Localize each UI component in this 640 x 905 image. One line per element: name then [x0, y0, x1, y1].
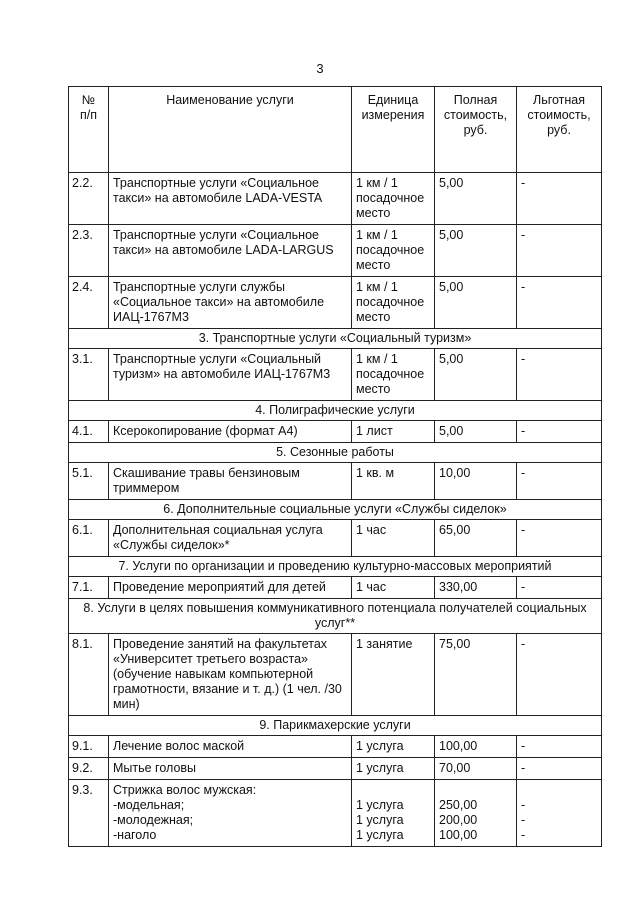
row-discount-price: - [517, 736, 602, 758]
row-subitem-price: 100,00 [439, 828, 478, 842]
row-name: Лечение волос маской [109, 736, 352, 758]
row-num: 9.3. [69, 780, 109, 847]
row-name: Транспортные услуги «Социальное такси» на автомобиле LADA-LARGUS [109, 225, 352, 277]
row-num: 9.2. [69, 758, 109, 780]
row-discount-price: - [517, 349, 602, 401]
row-subitem: -наголо [113, 828, 157, 842]
row-num: 5.1. [69, 463, 109, 500]
row-discount-price: - [517, 173, 602, 225]
row-subitem-discount: - [521, 798, 526, 812]
row-full-price: 5,00 [435, 173, 517, 225]
row-subitem-discount: - [521, 828, 526, 842]
row-num: 2.3. [69, 225, 109, 277]
row-full-price [435, 780, 517, 847]
row-discount-price: - [517, 634, 602, 716]
header-full-price: Полная стоимость, руб. [435, 87, 517, 173]
row-full-price: 10,00 [435, 463, 517, 500]
row-name: Транспортные услуги «Социальный туризм» на автомобиле ИАЦ-1767М3 [109, 349, 352, 401]
row-unit: 1 час [352, 577, 435, 599]
section-heading-row [69, 557, 602, 577]
row-num: 8.1. [69, 634, 109, 716]
row-num: 7.1. [69, 577, 109, 599]
section-heading-row [69, 599, 602, 634]
row-name: Транспортные услуги «Социальное такси» на автомобиле LADA-VESTA [109, 173, 352, 225]
table-row [69, 277, 602, 329]
row-subitem: -молодежная; [113, 813, 194, 827]
row-discount-price: - [517, 225, 602, 277]
row-name: Проведение занятий на факультетах «Университет третьего возраста» (обучение навыкам компьютерной грамотности, вязание и т. д.) (1 чел. /30 мин) [109, 634, 352, 716]
table-row [69, 520, 602, 557]
row-name: Транспортные услуги службы «Социальное такси» на автомобиле ИАЦ-1767М3 [109, 277, 352, 329]
header-name: Наименование услуги [109, 87, 352, 173]
row-unit: 1 км / 1 посадочное место [352, 173, 435, 225]
row-subitem-unit: 1 услуга [356, 828, 404, 842]
row-discount-price: - [517, 520, 602, 557]
section-heading-row [69, 716, 602, 736]
row-full-price: 75,00 [435, 634, 517, 716]
row-name: Ксерокопирование (формат А4) [109, 421, 352, 443]
row-discount-price: - [517, 577, 602, 599]
row-unit [352, 780, 435, 847]
row-num: 4.1. [69, 421, 109, 443]
row-full-price: 5,00 [435, 421, 517, 443]
row-name: Дополнительная социальная услуга «Службы сиделок»* [109, 520, 352, 557]
row-full-price: 65,00 [435, 520, 517, 557]
row-full-price: 70,00 [435, 758, 517, 780]
row-unit: 1 занятие [352, 634, 435, 716]
section-title: 4. Полиграфические услуги [69, 401, 602, 421]
row-full-price: 5,00 [435, 277, 517, 329]
row-subitem: -модельная; [113, 798, 185, 812]
section-heading-row [69, 329, 602, 349]
row-subitem-price: 250,00 [439, 798, 478, 812]
row-full-price: 5,00 [435, 225, 517, 277]
row-discount-price: - [517, 421, 602, 443]
table-header-row [69, 87, 602, 173]
table-row [69, 463, 602, 500]
row-discount-price: - [517, 463, 602, 500]
row-name [109, 780, 352, 847]
header-discount-price: Льготная стоимость, руб. [517, 87, 602, 173]
header-num: № п/п [69, 87, 109, 173]
row-subitem-price: 200,00 [439, 813, 478, 827]
table-row [69, 173, 602, 225]
row-unit: 1 услуга [352, 736, 435, 758]
row-unit: 1 кв. м [352, 463, 435, 500]
row-unit: 1 лист [352, 421, 435, 443]
row-full-price: 100,00 [435, 736, 517, 758]
section-title: 6. Дополнительные социальные услуги «Службы сиделок» [69, 500, 602, 520]
row-num: 9.1. [69, 736, 109, 758]
row-subitem-discount: - [521, 813, 526, 827]
row-unit: 1 час [352, 520, 435, 557]
row-full-price: 330,00 [435, 577, 517, 599]
row-full-price: 5,00 [435, 349, 517, 401]
row-num: 2.4. [69, 277, 109, 329]
page-number: 3 [316, 61, 324, 76]
section-title: 9. Парикмахерские услуги [69, 716, 602, 736]
row-unit: 1 км / 1 посадочное место [352, 277, 435, 329]
price-table [68, 86, 602, 847]
row-num: 2.2. [69, 173, 109, 225]
row-unit: 1 км / 1 посадочное место [352, 349, 435, 401]
table-row [69, 349, 602, 401]
row-subitem-unit: 1 услуга [356, 813, 404, 827]
row-num: 3.1. [69, 349, 109, 401]
row-discount-price: - [517, 277, 602, 329]
section-title: 8. Услуги в целях повышения коммуникативного потенциала получателей социальных услуг** [69, 599, 602, 634]
table-row [69, 577, 602, 599]
row-name: Проведение мероприятий для детей [109, 577, 352, 599]
row-unit: 1 км / 1 посадочное место [352, 225, 435, 277]
section-title: 5. Сезонные работы [69, 443, 602, 463]
section-heading-row [69, 500, 602, 520]
row-num: 6.1. [69, 520, 109, 557]
table-row [69, 225, 602, 277]
row-unit: 1 услуга [352, 758, 435, 780]
row-name-heading: Стрижка волос мужская: [113, 783, 257, 797]
table-row [69, 421, 602, 443]
section-heading-row [69, 443, 602, 463]
section-heading-row [69, 401, 602, 421]
table-row [69, 780, 602, 847]
section-title: 7. Услуги по организации и проведению культурно-массовых мероприятий [69, 557, 602, 577]
row-discount-price: - [517, 758, 602, 780]
row-discount-price [517, 780, 602, 847]
row-name: Мытье головы [109, 758, 352, 780]
table-row [69, 634, 602, 716]
table-row [69, 736, 602, 758]
row-name: Скашивание травы бензиновым триммером [109, 463, 352, 500]
section-title: 3. Транспортные услуги «Социальный туризм» [69, 329, 602, 349]
table-row [69, 758, 602, 780]
row-subitem-unit: 1 услуга [356, 798, 404, 812]
header-unit: Единица измерения [352, 87, 435, 173]
